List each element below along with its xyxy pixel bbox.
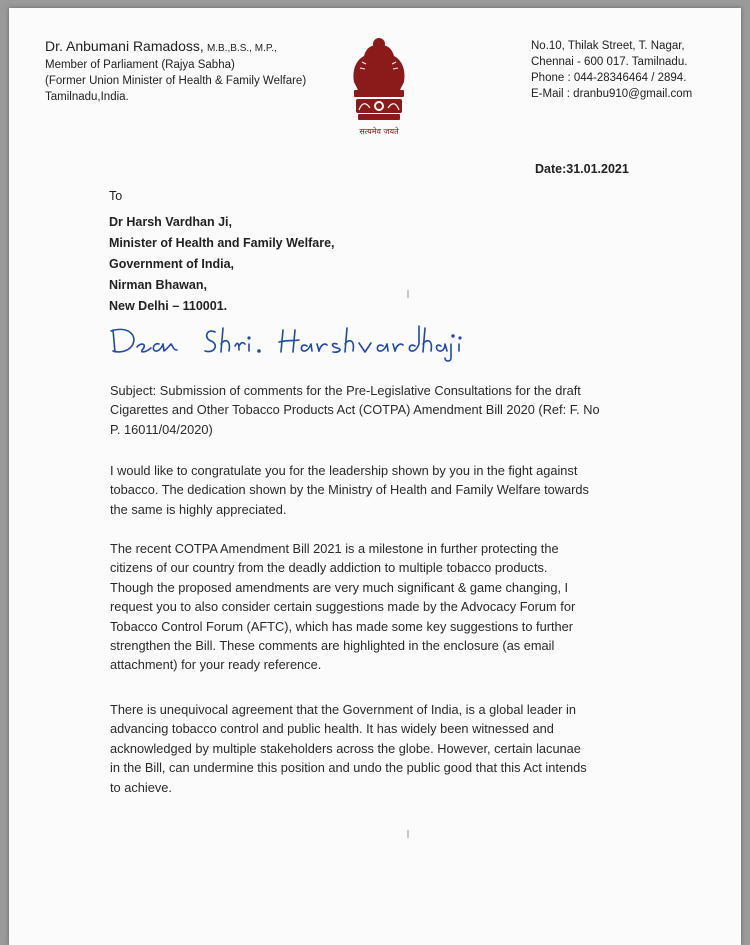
address-line: No.10, Thilak Street, T. Nagar, <box>531 40 685 52</box>
paragraph-line: The recent COTPA Amendment Bill 2021 is a milestone in further protecting the <box>110 541 559 556</box>
recipient-line: New Delhi – 110001. <box>109 299 228 313</box>
subject <box>110 381 645 439</box>
sender-name: Dr. Anbumani Ramadoss, <box>45 38 204 54</box>
sender-line: Member of Parliament (Rajya Sabha) <box>45 59 235 71</box>
handwritten-greeting <box>107 322 467 362</box>
paragraph-line: Though the proposed amendments are very much significant & game changing, I <box>110 579 569 595</box>
address-line: Phone : 044-28346464 / 2894. <box>531 72 687 84</box>
recipient-line: Nirman Bhawan, <box>109 278 207 292</box>
paragraph-line: request you to also consider certain suggestions made by the Advocacy Forum for <box>110 599 576 615</box>
address-block <box>531 38 692 102</box>
email-line: E-Mail : dranbu910@gmail.com <box>531 88 693 100</box>
paragraph-line: tobacco. The dedication shown by the Ministry of Health and Family Welfare towards <box>110 482 589 498</box>
sender-line: Tamilnadu,India. <box>45 91 129 103</box>
paragraph-line: advancing tobacco control and public health. It has widely been witnessed and <box>110 721 554 737</box>
paper-mark <box>407 830 409 838</box>
national-emblem-icon <box>344 30 414 148</box>
paragraph-1 <box>110 461 645 519</box>
recipient-line: Minister of Health and Family Welfare, <box>109 236 335 250</box>
recipient-block <box>109 212 335 317</box>
to-label: To <box>109 189 123 203</box>
paragraph-line: There is unequivocal agreement that the Government of India, is a global leader in <box>110 702 576 717</box>
paragraph-line: the same is highly appreciated. <box>110 501 287 517</box>
subject-line: P. 16011/04/2020) <box>110 421 213 437</box>
recipient-line: Dr Harsh Vardhan Ji, <box>109 215 232 229</box>
letter-page <box>9 8 741 945</box>
paragraph-line: attachment) for your ready reference. <box>110 657 322 673</box>
paragraph-2 <box>110 539 645 675</box>
paragraph-line: I would like to congratulate you for the leadership shown by you in the fight against <box>110 463 578 478</box>
recipient-line: Government of India, <box>109 257 235 271</box>
subject-line: Cigarettes and Other Tobacco Products Act (COTPA) Amendment Bill 2020 (Ref: F. No <box>110 402 600 418</box>
sender-line: (Former Union Minister of Health & Family Welfare) <box>45 75 307 87</box>
sender-block <box>45 38 306 105</box>
subject-line: Subject: Submission of comments for the Pre-Legislative Consultations for the draft <box>110 383 581 398</box>
emblem-caption: सत्यमेव जयते <box>359 127 399 136</box>
paragraph-line: strengthen the Bill. These comments are highlighted in the enclosure (as email <box>110 638 555 654</box>
paragraph-line: Tobacco Control Forum (AFTC), which has made some key suggestions to further <box>110 618 574 634</box>
paragraph-line: in the Bill, can undermine this position and undo the public good that this Act intends <box>110 760 587 776</box>
paragraph-3 <box>110 700 645 797</box>
letter-date: Date:31.01.2021 <box>535 162 629 176</box>
paragraph-line: to achieve. <box>110 779 172 795</box>
address-line: Chennai - 600 017. Tamilnadu. <box>531 56 688 68</box>
paragraph-line: acknowledged by multiple stakeholders across the globe. However, certain lacunae <box>110 740 581 756</box>
paper-mark <box>407 290 409 298</box>
sender-degrees: M.B.,B.S., M.P., <box>206 43 277 54</box>
paragraph-line: citizens of our country from the deadly addiction to multiple tobacco products. <box>110 560 548 576</box>
